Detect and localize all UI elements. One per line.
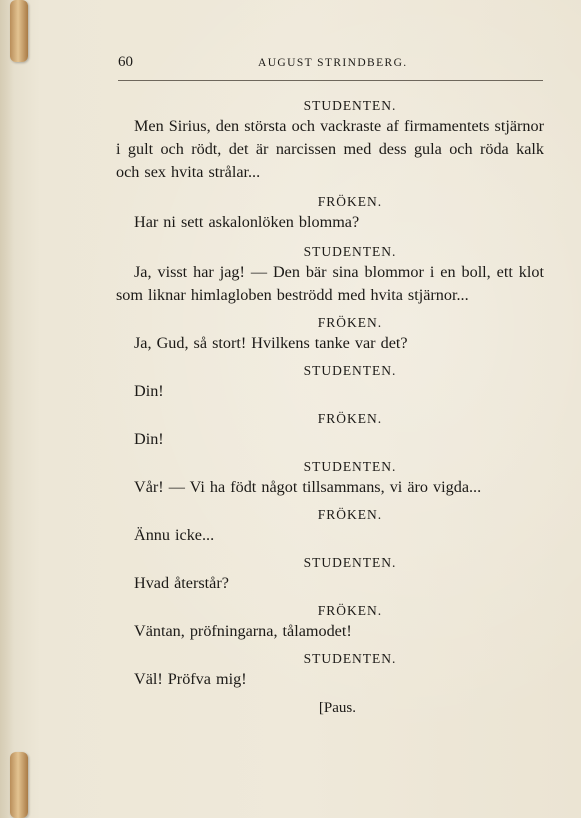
speaker-name: STUDENTEN. bbox=[303, 651, 397, 666]
speaker-name: FRÖKEN. bbox=[317, 194, 383, 209]
speaker-name: STUDENTEN. bbox=[303, 363, 397, 378]
running-head: AUGUST STRINDBERG. bbox=[258, 57, 408, 69]
header-rule bbox=[118, 80, 543, 81]
speaker-name: STUDENTEN. bbox=[303, 98, 397, 113]
speaker-name: STUDENTEN. bbox=[303, 459, 397, 474]
page-binding-shadow bbox=[0, 0, 14, 818]
speaker-name: STUDENTEN. bbox=[303, 555, 397, 570]
dialogue-line: Vår! — Vi ha födt något tillsammans, vi äro vigda... bbox=[134, 478, 482, 496]
binder-clip-top bbox=[10, 0, 28, 62]
binder-clip-bottom bbox=[10, 752, 28, 818]
speaker-name: FRÖKEN. bbox=[317, 603, 383, 618]
dialogue-line: Men Sirius, den största och vackraste af firmamentets stjärnor i gult och rödt, det är narcissen med dess gula och röda kalk och sex hvita strålar... bbox=[116, 117, 544, 181]
dialogue-line: Väntan, pröfningarna, tålamodet! bbox=[134, 622, 352, 640]
dialogue-line: Din! bbox=[134, 430, 164, 448]
stage-direction: [Paus. bbox=[318, 700, 356, 716]
dialogue-line: Ja, Gud, så stort! Hvilkens tanke var det? bbox=[134, 334, 408, 352]
speaker-name: STUDENTEN. bbox=[303, 244, 397, 259]
dialogue-line: Har ni sett askalonlöken blomma? bbox=[134, 213, 360, 231]
speaker-name: FRÖKEN. bbox=[317, 507, 383, 522]
dialogue-line: Din! bbox=[134, 382, 164, 400]
dialogue-line: Väl! Pröfva mig! bbox=[134, 670, 247, 688]
page-number: 60 bbox=[118, 54, 133, 70]
dialogue-line: Ännu icke... bbox=[134, 526, 215, 544]
speaker-name: FRÖKEN. bbox=[317, 315, 383, 330]
speaker-name: FRÖKEN. bbox=[317, 411, 383, 426]
dialogue-line: Hvad återstår? bbox=[134, 574, 229, 592]
dialogue-body bbox=[116, 96, 544, 720]
dialogue-line: Ja, visst har jag! — Den bär sina blommor i en boll, ett klot som liknar himlagloben beströdd med hvita stjärnor... bbox=[116, 263, 544, 304]
page-header bbox=[118, 54, 543, 74]
